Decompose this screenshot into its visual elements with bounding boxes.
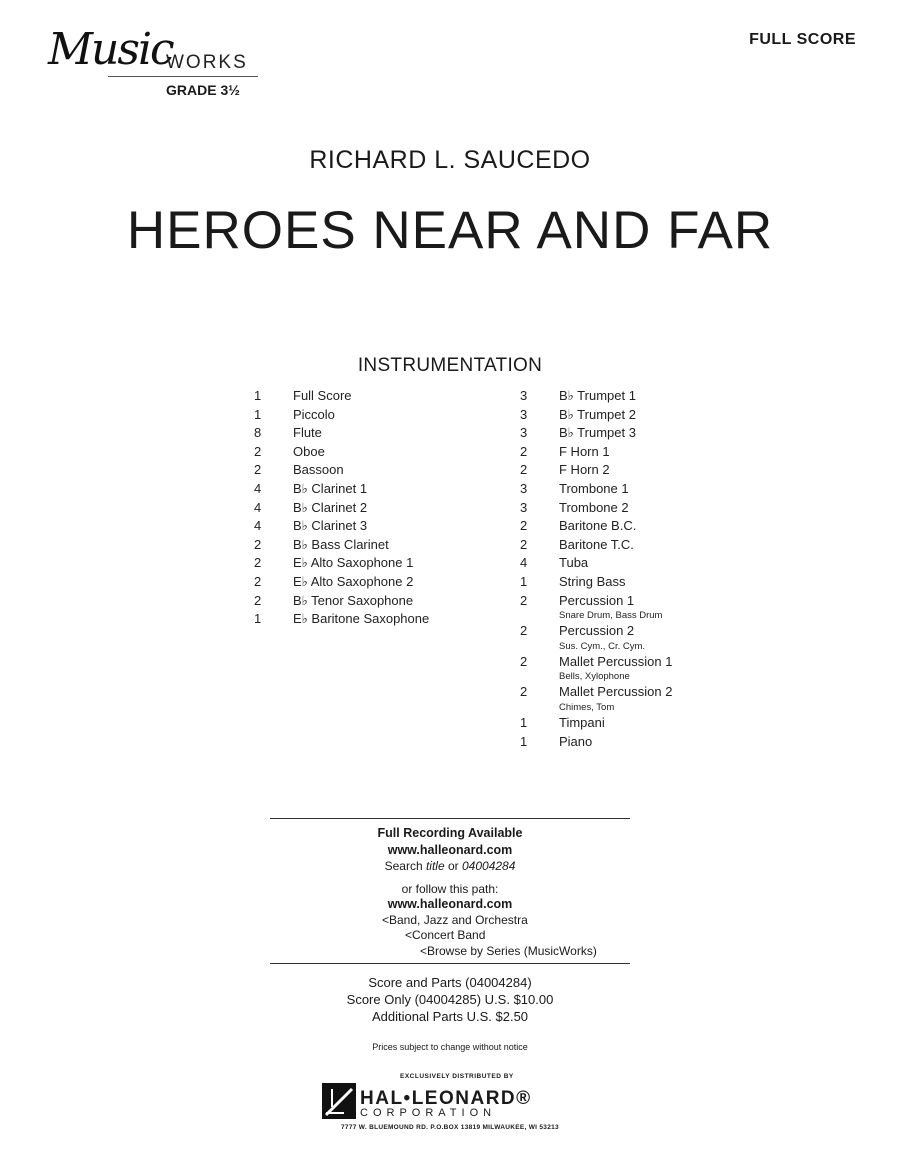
- distributor-address: 7777 W. BLUEMOUND RD. P.O.BOX 13819 MILWAUKEE, WI 53213: [341, 1124, 559, 1131]
- instrument-row: [520, 554, 770, 573]
- musicworks-logo: [48, 24, 263, 98]
- instrument-name-cell: [559, 517, 770, 536]
- instrument-count: 3: [520, 499, 528, 515]
- instrument-row: [254, 406, 504, 425]
- instrument-count: 2: [520, 653, 528, 669]
- instrument-name-cell: [293, 443, 504, 462]
- instrument-name-cell: [559, 733, 770, 752]
- instrument-row: [520, 461, 770, 480]
- instrument-row: [254, 517, 504, 536]
- price-score-only: Score Only (04004285) U.S. $10.00: [346, 992, 554, 1007]
- distributor-corporation: CORPORATION: [360, 1107, 497, 1119]
- distributor-label: EXCLUSIVELY DISTRIBUTED BY: [400, 1073, 514, 1080]
- instrument-list-left: [254, 387, 504, 629]
- instrument-name: B♭ Clarinet 2: [293, 499, 368, 515]
- instrument-name-cell: [559, 554, 770, 573]
- price-notice: Prices subject to change without notice: [372, 1042, 528, 1052]
- instrument-row: [254, 554, 504, 573]
- instrument-name: Mallet Percussion 1: [559, 653, 673, 669]
- instrument-name: Full Score: [293, 388, 352, 403]
- instrument-row: [520, 622, 770, 653]
- piece-title: HEROES NEAR AND FAR: [126, 201, 774, 260]
- price-score-parts: Score and Parts (04004284): [368, 975, 532, 990]
- instrument-row: [254, 499, 504, 518]
- instrument-count: 2: [520, 684, 528, 700]
- path-step-1: <Band, Jazz and Orchestra: [382, 913, 528, 927]
- composer-name: RICHARD L. SAUCEDO: [309, 146, 591, 174]
- instrument-row: [520, 517, 770, 536]
- price-additional-parts: Additional Parts U.S. $2.50: [371, 1009, 529, 1024]
- logo-divider: [108, 76, 258, 77]
- instrument-name-cell: [293, 387, 504, 406]
- recording-site-link[interactable]: www.halleonard.com: [387, 843, 513, 857]
- instrument-count: 3: [520, 425, 528, 441]
- path-site-link[interactable]: www.halleonard.com: [387, 897, 513, 911]
- instrument-count: 3: [520, 388, 528, 403]
- search-prefix: Search: [384, 859, 426, 873]
- instrument-count: 3: [520, 406, 528, 422]
- instrument-count: 2: [520, 518, 528, 534]
- instrument-name-cell: [293, 554, 504, 573]
- instrument-name-cell: [559, 387, 770, 406]
- divider-bottom: [270, 963, 630, 964]
- instrument-name: Mallet Percussion 2: [559, 684, 673, 700]
- instrument-row: [254, 443, 504, 462]
- instrument-row: [254, 424, 504, 443]
- instrument-row: [520, 683, 770, 714]
- instrument-row: [254, 592, 504, 611]
- instrument-name: E♭ Alto Saxophone 2: [293, 573, 414, 589]
- instrument-row: [254, 461, 504, 480]
- instrument-name: Baritone B.C.: [559, 518, 637, 534]
- instrument-row: [520, 443, 770, 462]
- instrument-name-cell: [559, 424, 770, 443]
- instrument-name: Flute: [293, 425, 322, 441]
- instrument-row: [520, 536, 770, 555]
- instrument-name-cell: [559, 499, 770, 518]
- hal-leonard-logo-icon: [322, 1083, 356, 1119]
- instrument-name-cell: [293, 536, 504, 555]
- instrument-name: Oboe: [293, 443, 325, 459]
- instrument-subtext: Sus. Cym., Cr. Cym.: [559, 640, 646, 652]
- instrument-subtext: Chimes, Tom: [559, 701, 615, 713]
- instrument-name-cell: [293, 480, 504, 499]
- instrument-name-cell: [293, 610, 504, 629]
- instrument-row: [254, 387, 504, 406]
- instrument-count: 1: [254, 611, 262, 627]
- instrument-count: 4: [254, 480, 262, 496]
- instrument-name: Baritone T.C.: [559, 536, 634, 552]
- instrument-count: 1: [520, 573, 528, 589]
- instrument-name-cell: [559, 653, 770, 684]
- instrument-count: 1: [520, 714, 528, 730]
- instrument-name: B♭ Trumpet 3: [559, 425, 636, 441]
- instrument-subtext: Snare Drum, Bass Drum: [559, 610, 663, 622]
- instrument-count: 4: [254, 518, 262, 534]
- instrumentation-heading: INSTRUMENTATION: [357, 355, 543, 376]
- instrument-name-cell: [293, 517, 504, 536]
- instrument-name: E♭ Baritone Saxophone: [293, 611, 430, 627]
- instrument-count: 2: [254, 462, 262, 478]
- instrument-name: Trombone 2: [559, 499, 629, 515]
- instrument-count: 2: [520, 462, 528, 478]
- instrument-name: Piccolo: [293, 406, 335, 422]
- instrument-name: Trombone 1: [559, 480, 629, 496]
- instrument-name: Bassoon: [293, 462, 344, 478]
- instrument-name: F Horn 2: [559, 462, 610, 478]
- instrument-name-cell: [559, 714, 770, 733]
- instrument-count: 2: [254, 555, 262, 571]
- instrument-name: B♭ Clarinet 1: [293, 480, 368, 496]
- instrument-name-cell: [559, 443, 770, 462]
- instrument-name-cell: [559, 406, 770, 425]
- instrument-name-cell: [293, 406, 504, 425]
- instrument-count: 1: [254, 388, 262, 403]
- instrument-name: Tuba: [559, 555, 589, 571]
- instrument-count: 1: [520, 733, 528, 749]
- logo-works-text: WORKS: [166, 52, 248, 73]
- instrument-count: 2: [254, 536, 262, 552]
- instrument-row: [520, 406, 770, 425]
- instrument-count: 4: [520, 555, 528, 571]
- instrument-row: [520, 573, 770, 592]
- instrument-count: 2: [254, 573, 262, 589]
- logo-script-text: Music: [48, 24, 173, 75]
- instrument-name: B♭ Bass Clarinet: [293, 536, 389, 552]
- search-or: or: [444, 859, 462, 873]
- instrument-row: [520, 480, 770, 499]
- instrument-name: E♭ Alto Saxophone 1: [293, 555, 414, 571]
- instrument-row: [520, 714, 770, 733]
- instrument-name-cell: [559, 592, 770, 623]
- instrument-name-cell: [559, 461, 770, 480]
- instrument-count: 2: [520, 623, 528, 639]
- recording-heading: Full Recording Available: [377, 826, 523, 840]
- instrument-count: 2: [520, 536, 528, 552]
- instrument-row: [520, 653, 770, 684]
- instrument-subtext: Bells, Xylophone: [559, 671, 630, 683]
- instrument-count: 2: [254, 443, 262, 459]
- instrument-count: 2: [254, 592, 262, 608]
- path-step-2: <Concert Band: [405, 928, 486, 942]
- instrument-name-cell: [293, 461, 504, 480]
- instrument-row: [520, 592, 770, 623]
- instrument-count: 2: [520, 592, 528, 608]
- instrument-name: F Horn 1: [559, 443, 610, 459]
- search-code: 04004284: [462, 859, 516, 873]
- instrument-row: [254, 480, 504, 499]
- instrument-name: Percussion 1: [559, 592, 635, 608]
- instrument-name-cell: [293, 424, 504, 443]
- instrument-row: [520, 387, 770, 406]
- instrument-name: B♭ Trumpet 2: [559, 406, 636, 422]
- instrument-count: 3: [520, 480, 528, 496]
- follow-path-text: or follow this path:: [401, 882, 499, 896]
- instrument-name-cell: [293, 499, 504, 518]
- divider-top: [270, 818, 630, 819]
- instrument-name-cell: [559, 683, 770, 714]
- instrument-row: [254, 610, 504, 629]
- instrument-row: [520, 424, 770, 443]
- instrument-name: Timpani: [559, 714, 605, 730]
- score-type-label: FULL SCORE: [749, 31, 856, 48]
- instrument-name-cell: [559, 622, 770, 653]
- instrument-name-cell: [559, 536, 770, 555]
- instrument-name-cell: [559, 480, 770, 499]
- instrument-name: Percussion 2: [559, 623, 635, 639]
- instrument-name-cell: [293, 592, 504, 611]
- instrument-count: 4: [254, 499, 262, 515]
- instrument-name: B♭ Trumpet 1: [559, 388, 636, 403]
- instrument-name: Piano: [559, 733, 593, 749]
- instrument-row: [254, 536, 504, 555]
- instrument-count: 8: [254, 425, 262, 441]
- instrument-name: B♭ Clarinet 3: [293, 518, 368, 534]
- instrument-row: [520, 499, 770, 518]
- instrument-name-cell: [293, 573, 504, 592]
- instrument-row: [254, 573, 504, 592]
- instrument-name: B♭ Tenor Saxophone: [293, 592, 414, 608]
- distributor-name: HAL•LEONARD®: [360, 1088, 532, 1109]
- instrument-name: String Bass: [559, 573, 626, 589]
- grade-label: GRADE 3½: [166, 82, 240, 98]
- instrument-count: 2: [520, 443, 528, 459]
- instrument-row: [520, 733, 770, 752]
- search-title-word: title: [425, 859, 445, 873]
- instrument-list-right: [520, 387, 770, 751]
- recording-search-line: [0, 859, 900, 875]
- instrument-count: 1: [254, 406, 262, 422]
- instrument-name-cell: [559, 573, 770, 592]
- path-step-3: <Browse by Series (MusicWorks): [420, 944, 597, 958]
